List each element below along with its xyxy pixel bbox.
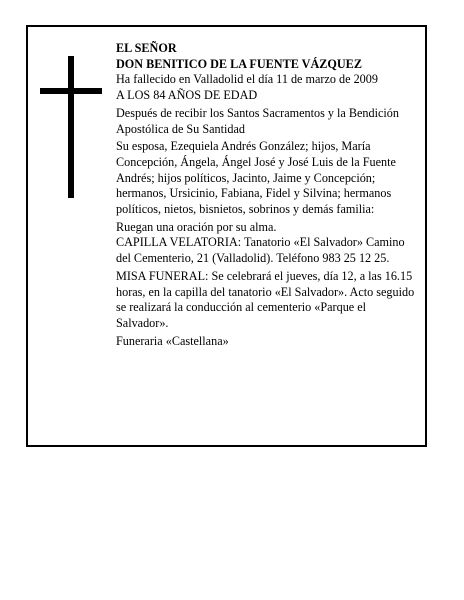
cross-vertical-bar: [68, 56, 74, 198]
funeral-mass-paragraph: MISA FUNERAL: Se celebrará el jueves, día 12, a las 16.15 horas, en la capilla del tanatorio «El Salvador». Acto seguido se realizará la conducción al cementerio «Parque el Salvador».: [116, 268, 415, 330]
prayer-line: Ruegan una oración por su alma.: [116, 219, 277, 234]
obituary-text: [116, 41, 420, 349]
obituary-notice: [26, 25, 427, 447]
death-statement: Ha fallecido en Valladolid el día 11 de marzo de 2009: [116, 72, 378, 87]
sacraments-paragraph: Después de recibir los Santos Sacramentos y la Bendición Apostólica de Su Santidad: [116, 105, 399, 136]
funeral-home-line: Funeraria «Castellana»: [116, 333, 229, 348]
chapel-paragraph: CAPILLA VELATORIA: Tanatorio «El Salvador» Camino del Cementerio, 21 (Valladolid). Teléfono 983 25 12 25.: [116, 235, 405, 266]
family-paragraph: Su esposa, Ezequiela Andrés González; hijos, María Concepción, Ángela, Ángel José y José Luis de la Fuente Andrés; hijos políticos, Jacinto, Jaime y Concepción; hermanos, Ursicinio, Fabiana, Fidel y Silvina; hermanos políticos, nietos, bisnietos, sobrinos y demás familia:: [116, 139, 396, 217]
title-line: EL SEÑOR: [116, 41, 177, 55]
cross-horizontal-bar: [40, 88, 102, 94]
age-line: A LOS 84 AÑOS DE EDAD: [116, 88, 258, 103]
deceased-name: DON BENITICO DE LA FUENTE VÁZQUEZ: [116, 56, 362, 71]
